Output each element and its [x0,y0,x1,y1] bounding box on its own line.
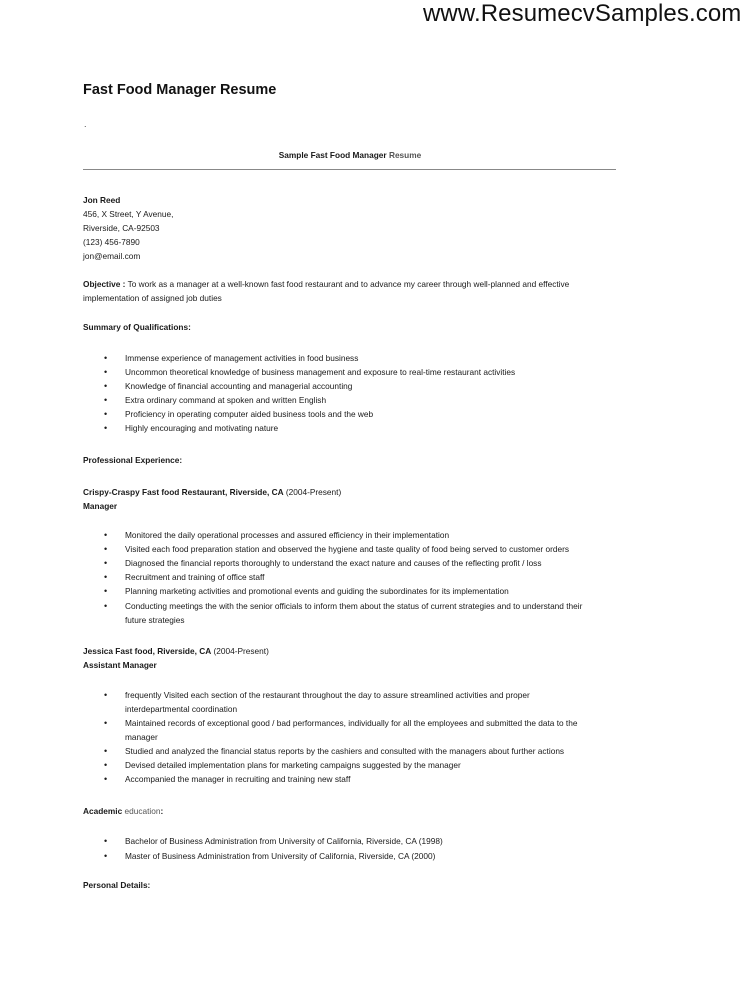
experience-heading: Professional Experience: [83,455,183,465]
job2-company: Jessica Fast food, Riverside, CA [83,646,212,656]
list-item [0,379,700,393]
list-item [0,688,700,702]
website-watermark: www.ResumecvSamples.com [423,0,741,27]
bullet: • [104,353,108,363]
objective-line2: implementation of assigned job duties [83,293,222,303]
document-title: Fast Food Manager Resume [83,82,277,98]
job1-company-line [83,485,341,499]
list-item-text: Visited each food preparation station and observed the hygiene and taste quality of food being served to customer orders [125,544,570,554]
bullet: • [104,601,108,611]
stray-dot: . [84,119,87,129]
list-item-text: frequently Visited each section of the restaurant throughout the day to assure streamlined activities and proper [125,690,530,700]
objective-label: Objective : [83,279,126,289]
list-item-text: Devised detailed implementation plans for marketing campaigns suggested by the manager [125,760,461,770]
job2-role: Assistant Manager [83,660,157,670]
bullet: • [104,544,108,554]
list-item [0,556,700,570]
job1-role: Manager [83,501,118,511]
list-item-text: Monitored the daily operational processes and assured efficiency in their implementation [125,530,450,540]
bullet: • [104,572,108,582]
contact-phone: (123) 456-7890 [83,237,140,247]
list-item-text: Diagnosed the financial reports thoroughly to understand the exact nature and causes of the reflecting profit / loss [125,558,542,568]
bullet: • [104,746,108,756]
qualifications-heading: Summary of Qualifications: [83,322,191,332]
list-item-text: Bachelor of Business Administration from University of California, Riverside, CA (1998) [125,836,443,846]
job1-dates: (2004-Present) [285,487,342,497]
bullet: • [104,395,108,405]
education-heading-colon: : [160,806,164,816]
subtitle-rest: Resume [388,150,422,160]
bullet: • [104,530,108,540]
list-item-text: Highly encouraging and motivating nature [125,423,279,433]
resume-subtitle [0,150,700,160]
list-item-text: Master of Business Administration from University of California, Riverside, CA (2000) [125,851,436,861]
bullet: • [104,851,108,861]
list-item-text: Uncommon theoretical knowledge of business management and exposure to real-time restaurant activities [125,367,516,377]
subtitle-bold: Sample Fast Food Manager [278,150,387,160]
contact-address-line1: 456, X Street, Y Avenue, [83,209,174,219]
bullet: • [104,381,108,391]
objective-line1 [83,277,569,291]
list-item-text: Accompanied the manager in recruiting and training new staff [125,774,351,784]
list-item [0,849,700,863]
contact-name: Jon Reed [83,195,121,205]
list-item [0,542,700,556]
list-item-continuation: interdepartmental coordination [125,704,238,714]
bullet: • [104,690,108,700]
list-item [0,570,700,584]
job2-company-line [83,644,269,658]
bullet: • [104,367,108,377]
job2-dates: (2004-Present) [213,646,269,656]
list-item-text: Conducting meetings the with the senior officials to inform them about the status of current strategies and to understand their [125,601,583,611]
education-heading [83,804,163,818]
education-heading-bold: Academic [83,806,123,816]
bullet: • [104,423,108,433]
list-item [0,584,700,598]
list-item-text: Extra ordinary command at spoken and written English [125,395,327,405]
list-item [0,744,700,758]
bullet: • [104,760,108,770]
job1-company: Crispy-Craspy Fast food Restaurant, Riverside, CA [83,487,284,497]
list-item [0,407,700,421]
list-item-continuation: manager [125,732,158,742]
list-item [0,421,700,435]
bullet: • [104,586,108,596]
contact-address-line2: Riverside, CA-92503 [83,223,160,233]
list-item [0,716,700,730]
personal-details-heading: Personal Details: [83,880,151,890]
objective-text-1: To work as a manager at a well-known fast food restaurant and to advance my career through well-planned and effective [127,279,570,289]
list-item [0,365,700,379]
list-item-continuation: future strategies [125,615,185,625]
list-item-text: Studied and analyzed the financial status reports by the cashiers and consulted with the managers about further actions [125,746,565,756]
bullet: • [104,718,108,728]
education-heading-rest: education [124,806,161,816]
list-item [0,758,700,772]
list-item [0,599,700,613]
list-item [0,393,700,407]
list-item-text: Knowledge of financial accounting and managerial accounting [125,381,353,391]
bullet: • [104,836,108,846]
list-item-text: Maintained records of exceptional good / bad performances, individually for all the employees and submitted the data to the [125,718,578,728]
list-item-text: Planning marketing activities and promotional events and guiding the subordinates for its implementation [125,586,509,596]
bullet: • [104,409,108,419]
bullet: • [104,774,108,784]
bullet: • [104,558,108,568]
list-item [0,528,700,542]
list-item-text: Proficiency in operating computer aided business tools and the web [125,409,374,419]
list-item [0,772,700,786]
list-item-text: Recruitment and training of office staff [125,572,265,582]
header-divider [83,169,616,170]
list-item-text: Immense experience of management activities in food business [125,353,359,363]
contact-email: jon@email.com [83,251,141,261]
list-item [0,834,700,848]
list-item [0,351,700,365]
